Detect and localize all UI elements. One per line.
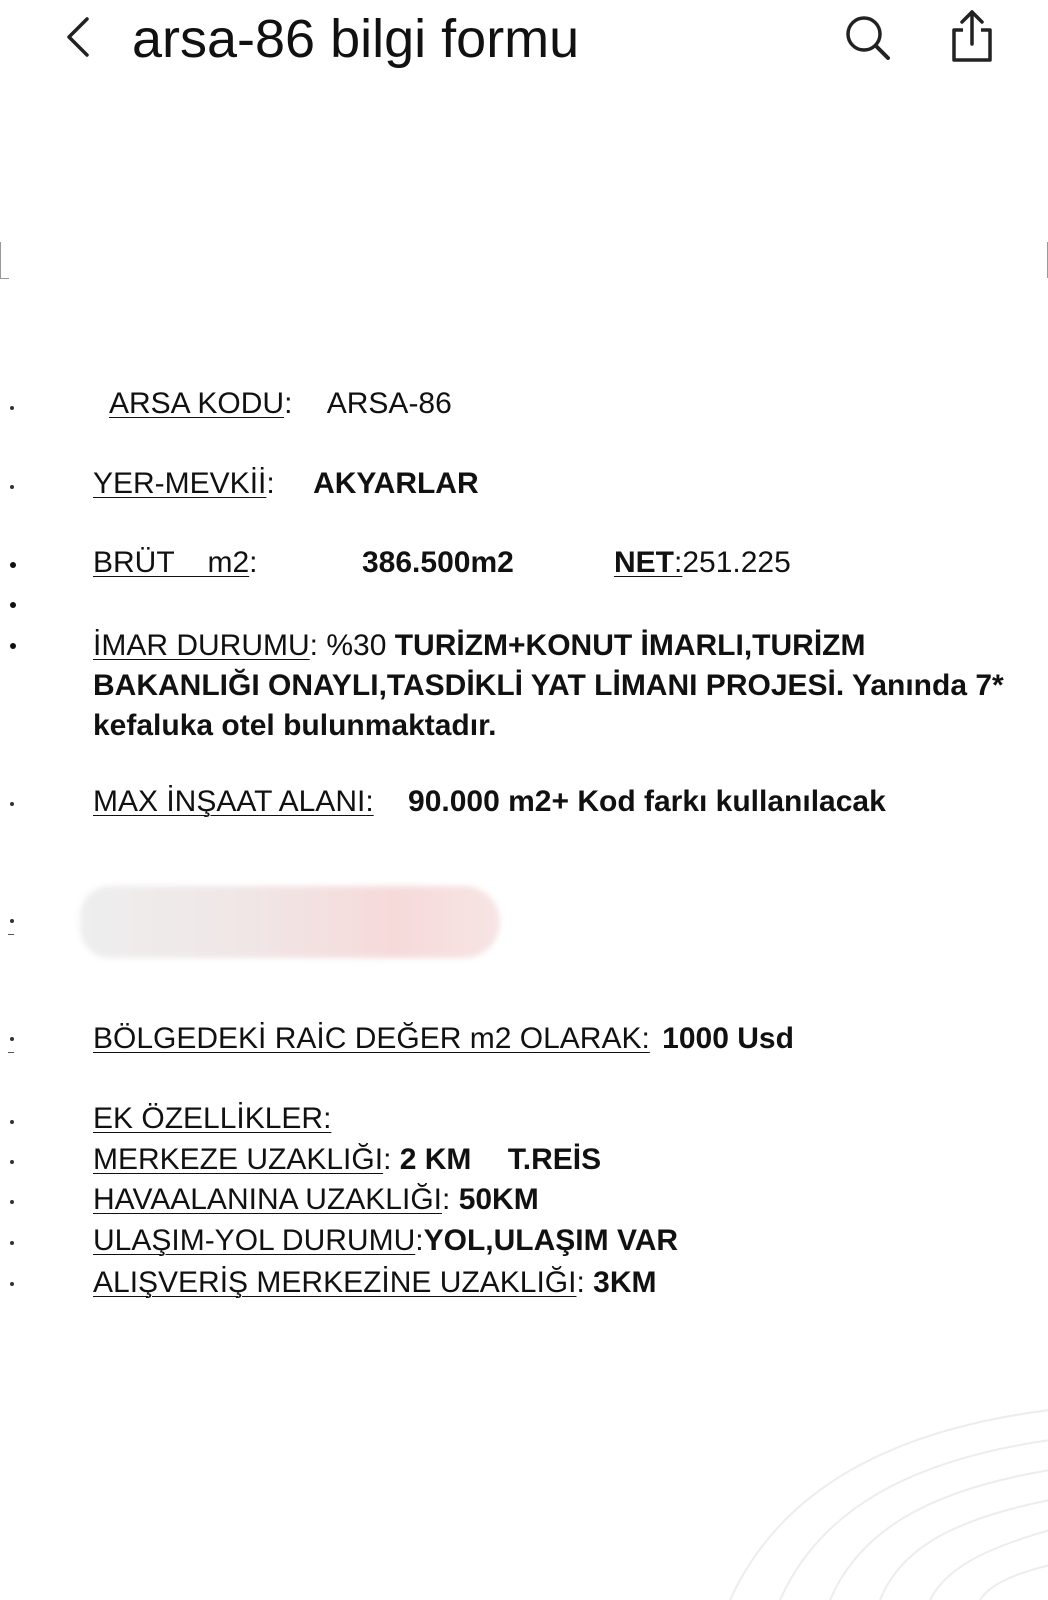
merkez-label: MERKEZE UZAKLIĞI: [93, 1143, 384, 1176]
back-button[interactable]: [58, 12, 98, 62]
list-bullet: [8, 934, 14, 935]
list-bullet: [10, 1120, 14, 1124]
raic-label: BÖLGEDEKİ RAİC DEĞER m2 OLARAK: [93, 1022, 642, 1055]
ulasim-sep: :: [415, 1224, 424, 1257]
search-button[interactable]: [842, 12, 894, 64]
merkez-value: 2 KM: [399, 1143, 472, 1176]
brut-label: BRÜT m2: [93, 546, 250, 579]
net-cell: [614, 544, 791, 582]
share-button[interactable]: [946, 8, 998, 64]
list-bullet: [10, 919, 14, 923]
brut-row: [93, 544, 257, 582]
max-insaat-sep: :: [365, 785, 374, 818]
imar-sep: :: [309, 629, 327, 662]
yer-mevki-label: YER-MEVKİİ: [93, 467, 267, 500]
list-bullet: [10, 602, 16, 608]
search-icon: [842, 12, 894, 64]
imar-value: TURİZM+KONUT İMARLI,TURİZM BAKANLIĞI ONAYLI,TASDİKLİ YAT LİMANI PROJESİ. Yanında 7* kefaluka otel bulunmaktadır.: [93, 629, 1004, 742]
max-insaat-value: 90.000 m2+ Kod farkı kullanılacak: [408, 785, 886, 818]
list-bullet: [10, 406, 14, 410]
list-bullet: [8, 1052, 14, 1053]
merkez-extra: T.REİS: [507, 1143, 602, 1176]
havaalani-value: 50KM: [458, 1183, 539, 1216]
list-bullet: [10, 1241, 14, 1245]
ek-ozellikler-label: EK ÖZELLİKLER:: [93, 1102, 332, 1135]
imar-durumu-paragraph: [93, 626, 1023, 746]
brut-value: 386.500m2: [362, 546, 514, 579]
max-insaat-label: MAX İNŞAAT ALANI: [93, 785, 366, 818]
net-sep: :: [674, 546, 683, 579]
alisveris-label: ALIŞVERİŞ MERKEZİNE UZAKLIĞI: [93, 1266, 577, 1299]
page-edge-right: [1039, 242, 1048, 278]
ek-item-merkez: [93, 1141, 601, 1179]
list-bullet: [10, 1200, 14, 1204]
havaalani-label: HAVAALANINA UZAKLIĞI: [93, 1183, 442, 1216]
list-bullet: [10, 1037, 14, 1041]
alisveris-sep: :: [576, 1266, 585, 1299]
ulasim-label: ULAŞIM-YOL DURUMU: [93, 1224, 416, 1257]
alisveris-value: 3KM: [593, 1266, 657, 1299]
brut-sep: :: [249, 546, 258, 579]
list-bullet: [10, 802, 14, 806]
page-edge-left: [0, 242, 9, 279]
arsa-kodu-label: ARSA KODU: [109, 387, 285, 420]
list-bullet: [10, 562, 16, 568]
arsa-kodu-row: [109, 385, 452, 423]
max-insaat-row: [93, 783, 886, 821]
yer-mevki-row: [93, 465, 479, 503]
arsa-kodu-sep: :: [284, 387, 293, 420]
list-bullet: [10, 1282, 14, 1286]
app-header: [0, 0, 1048, 90]
ek-item-alisveris: [93, 1264, 657, 1302]
share-icon: [946, 8, 998, 64]
watermark-graphic: [720, 1400, 1048, 1600]
list-bullet: [10, 1160, 14, 1164]
havaalani-sep: :: [442, 1183, 451, 1216]
ek-item-ulasim: [93, 1222, 678, 1260]
arsa-kodu-value: ARSA-86: [326, 387, 452, 420]
ek-item-havaalani: [93, 1181, 539, 1219]
net-label: NET: [614, 546, 674, 579]
raic-value: 1000 Usd: [662, 1022, 794, 1055]
merkez-sep: :: [383, 1143, 392, 1176]
ulasim-value: YOL,ULAŞIM VAR: [423, 1224, 679, 1257]
ek-ozellikler-heading: [93, 1100, 331, 1138]
raic-row: [93, 1020, 794, 1058]
brut-value-cell: [362, 544, 514, 582]
yer-mevki-sep: :: [266, 467, 275, 500]
redacted-region: [80, 886, 500, 958]
list-bullet: [10, 643, 16, 649]
chevron-left-icon: [63, 15, 93, 59]
yer-mevki-value: AKYARLAR: [313, 467, 479, 500]
imar-percent: %30: [326, 629, 387, 662]
list-bullet: [10, 485, 14, 489]
raic-sep: :: [641, 1022, 650, 1055]
net-value: 251.225: [682, 546, 791, 579]
imar-label: İMAR DURUMU: [93, 629, 310, 662]
page-title: arsa-86 bilgi formu: [132, 9, 580, 69]
